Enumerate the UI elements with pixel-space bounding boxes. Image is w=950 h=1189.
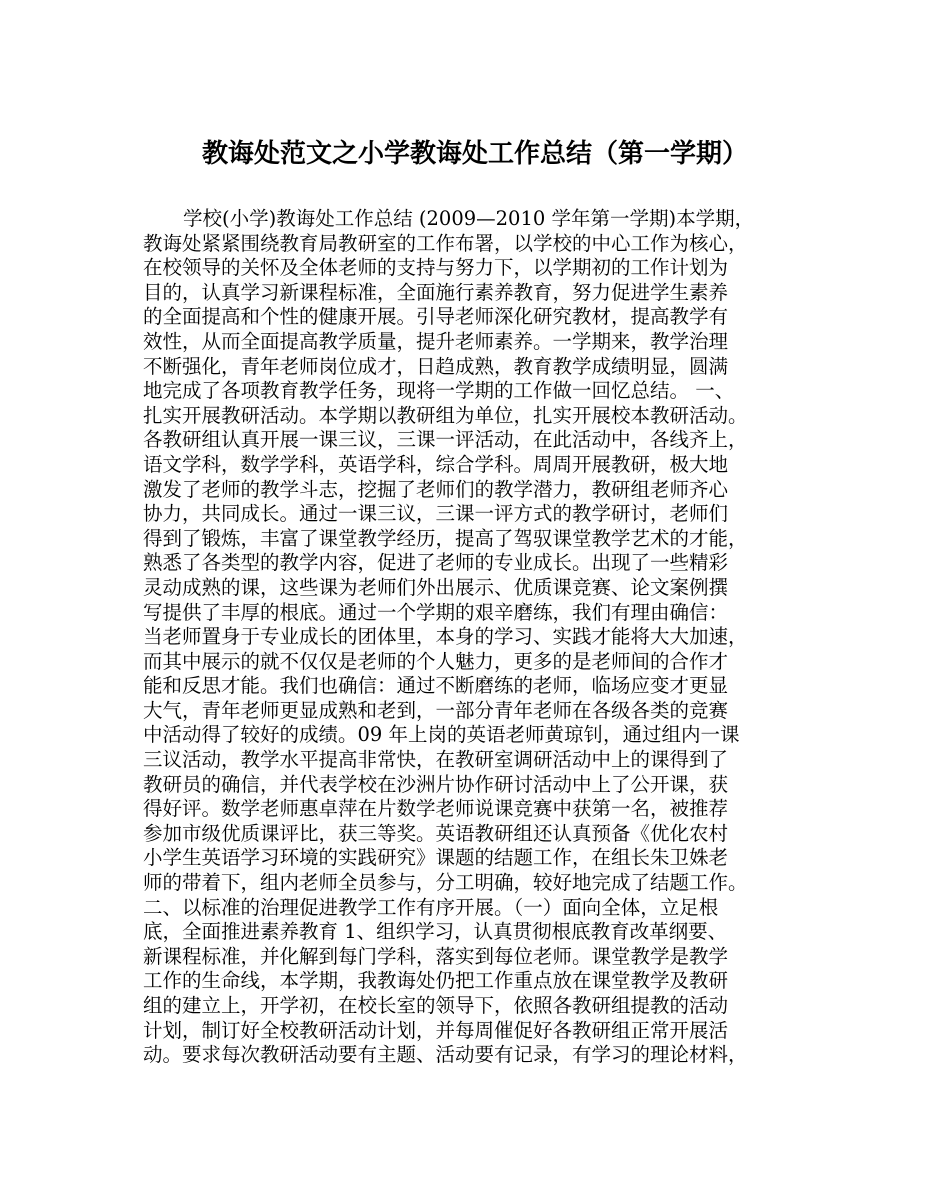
document-body: [143, 207, 827, 1068]
body-text-line: 而其中展示的就不仅仅是老师的个人魅力，更多的是老师间的合作才: [143, 649, 729, 673]
body-text-line: 小学生英语学习环境的实践研究》课题的结题工作，在组长朱卫姝老: [143, 846, 729, 870]
body-text-line: 的全面提高和个性的健康开展。引导老师深化研究教材，提高教学有: [143, 305, 729, 329]
document-title: 教诲处范文之小学教诲处工作总结（第一学期）: [201, 139, 748, 169]
body-text-line: 激发了老师的教学斗志，挖掘了老师们的教学潜力，教研组老师齐心: [143, 477, 729, 501]
body-text-line: 目的，认真学习新课程标准，全面施行素养教育，努力促进学生素养: [143, 280, 729, 304]
body-text-line: 大气，青年老师更显成熟和老到，一部分青年老师在各级各类的竞赛: [143, 698, 729, 722]
body-text-line: 得到了锻炼，丰富了课堂教学经历，提高了驾驭课堂教学艺术的才能，: [143, 526, 748, 550]
body-text-line: 动。要求每次教研活动要有主题、活动要有记录，有学习的理论材料，: [143, 1043, 748, 1067]
body-text-line: 三议活动，教学水平提高非常快，在教研室调研活动中上的课得到了: [143, 748, 729, 772]
body-text-line: 师的带着下，组内老师全员参与，分工明确，较好地完成了结题工作。: [143, 871, 748, 895]
body-text-line: 组的建立上，开学初，在校长室的领导下，依照各教研组提教的活动: [143, 994, 729, 1017]
body-text-line: 新课程标准，并化解到每门学科，落实到每位老师。课堂教学是教学: [143, 944, 729, 968]
body-text-line: 计划，制订好全校教研活动计划，并每周催促好各教研组正常开展活: [143, 1018, 729, 1042]
body-text-line: 当老师置身于专业成长的团体里，本身的学习、实践才能将大大加速，: [143, 625, 748, 649]
body-text-line: 学校(小学)教诲处工作总结 (2009—2010 学年第一学期)本学期，: [183, 207, 755, 230]
body-text-line: 语文学科，数学学科，英语学科，综合学科。周周开展教研，极大地: [143, 452, 729, 476]
body-text-line: 各教研组认真开展一课三议，三课一评活动，在此活动中，各线齐上，: [143, 428, 748, 452]
body-text-line: 灵动成熟的课，这些课为老师们外出展示、优质课竞赛、论文案例撰: [143, 575, 729, 599]
body-text-line: 教诲处紧紧围绕教育局教研室的工作布署，以学校的中心工作为核心，: [143, 231, 748, 255]
body-text-line: 参加市级优质课评比，获三等奖。英语教研组还认真预备《优化农村: [143, 821, 729, 845]
body-text-line: 工作的生命线，本学期，我教诲处仍把工作重点放在课堂教学及教研: [143, 969, 729, 993]
body-text-line: 在校领导的关怀及全体老师的支持与努力下，以学期初的工作计划为: [143, 256, 729, 280]
body-text-line: 底，全面推进素养教育 1、组织学习，认真贯彻根底教育改革纲要、: [143, 920, 728, 944]
body-text-line: 地完成了各项教育教学任务，现将一学期的工作做一回忆总结。 一、: [143, 379, 735, 403]
body-text-line: 效性，从而全面提高教学质量，提升老师素养。一学期来，教学治理: [143, 329, 729, 353]
body-text-line: 教研员的确信，并代表学校在沙洲片协作研讨活动中上了公开课，获: [143, 772, 729, 796]
body-text-line: 熟悉了各类型的教学内容，促进了老师的专业成长。出现了一些精彩: [143, 551, 729, 575]
body-text-line: 二、以标准的治理促进教学工作有序开展。（一）面向全体，立足根: [143, 895, 719, 919]
body-text-line: 得好评。数学老师惠卓萍在片数学老师说课竞赛中获第一名，被推荐: [143, 797, 729, 821]
body-text-line: 协力，共同成长。通过一课三议，三课一评方式的教学研讨，老师们: [143, 502, 729, 526]
body-text-line: 中活动得了较好的成绩。09 年上岗的英语老师黄琼钊，通过组内一课: [143, 723, 740, 747]
body-text-line: 能和反思才能。我们也确信：通过不断磨练的老师，临场应变才更显: [143, 674, 729, 698]
body-text-line: 不断强化，青年老师岗位成才，日趋成熟，教育教学成绩明显，圆满: [143, 354, 729, 378]
body-text-line: 写提供了丰厚的根底。通过一个学期的艰辛磨练，我们有理由确信：: [143, 600, 729, 624]
body-text-line: 扎实开展教研活动。本学期以教研组为单位，扎实开展校本教研活动。: [143, 403, 748, 427]
